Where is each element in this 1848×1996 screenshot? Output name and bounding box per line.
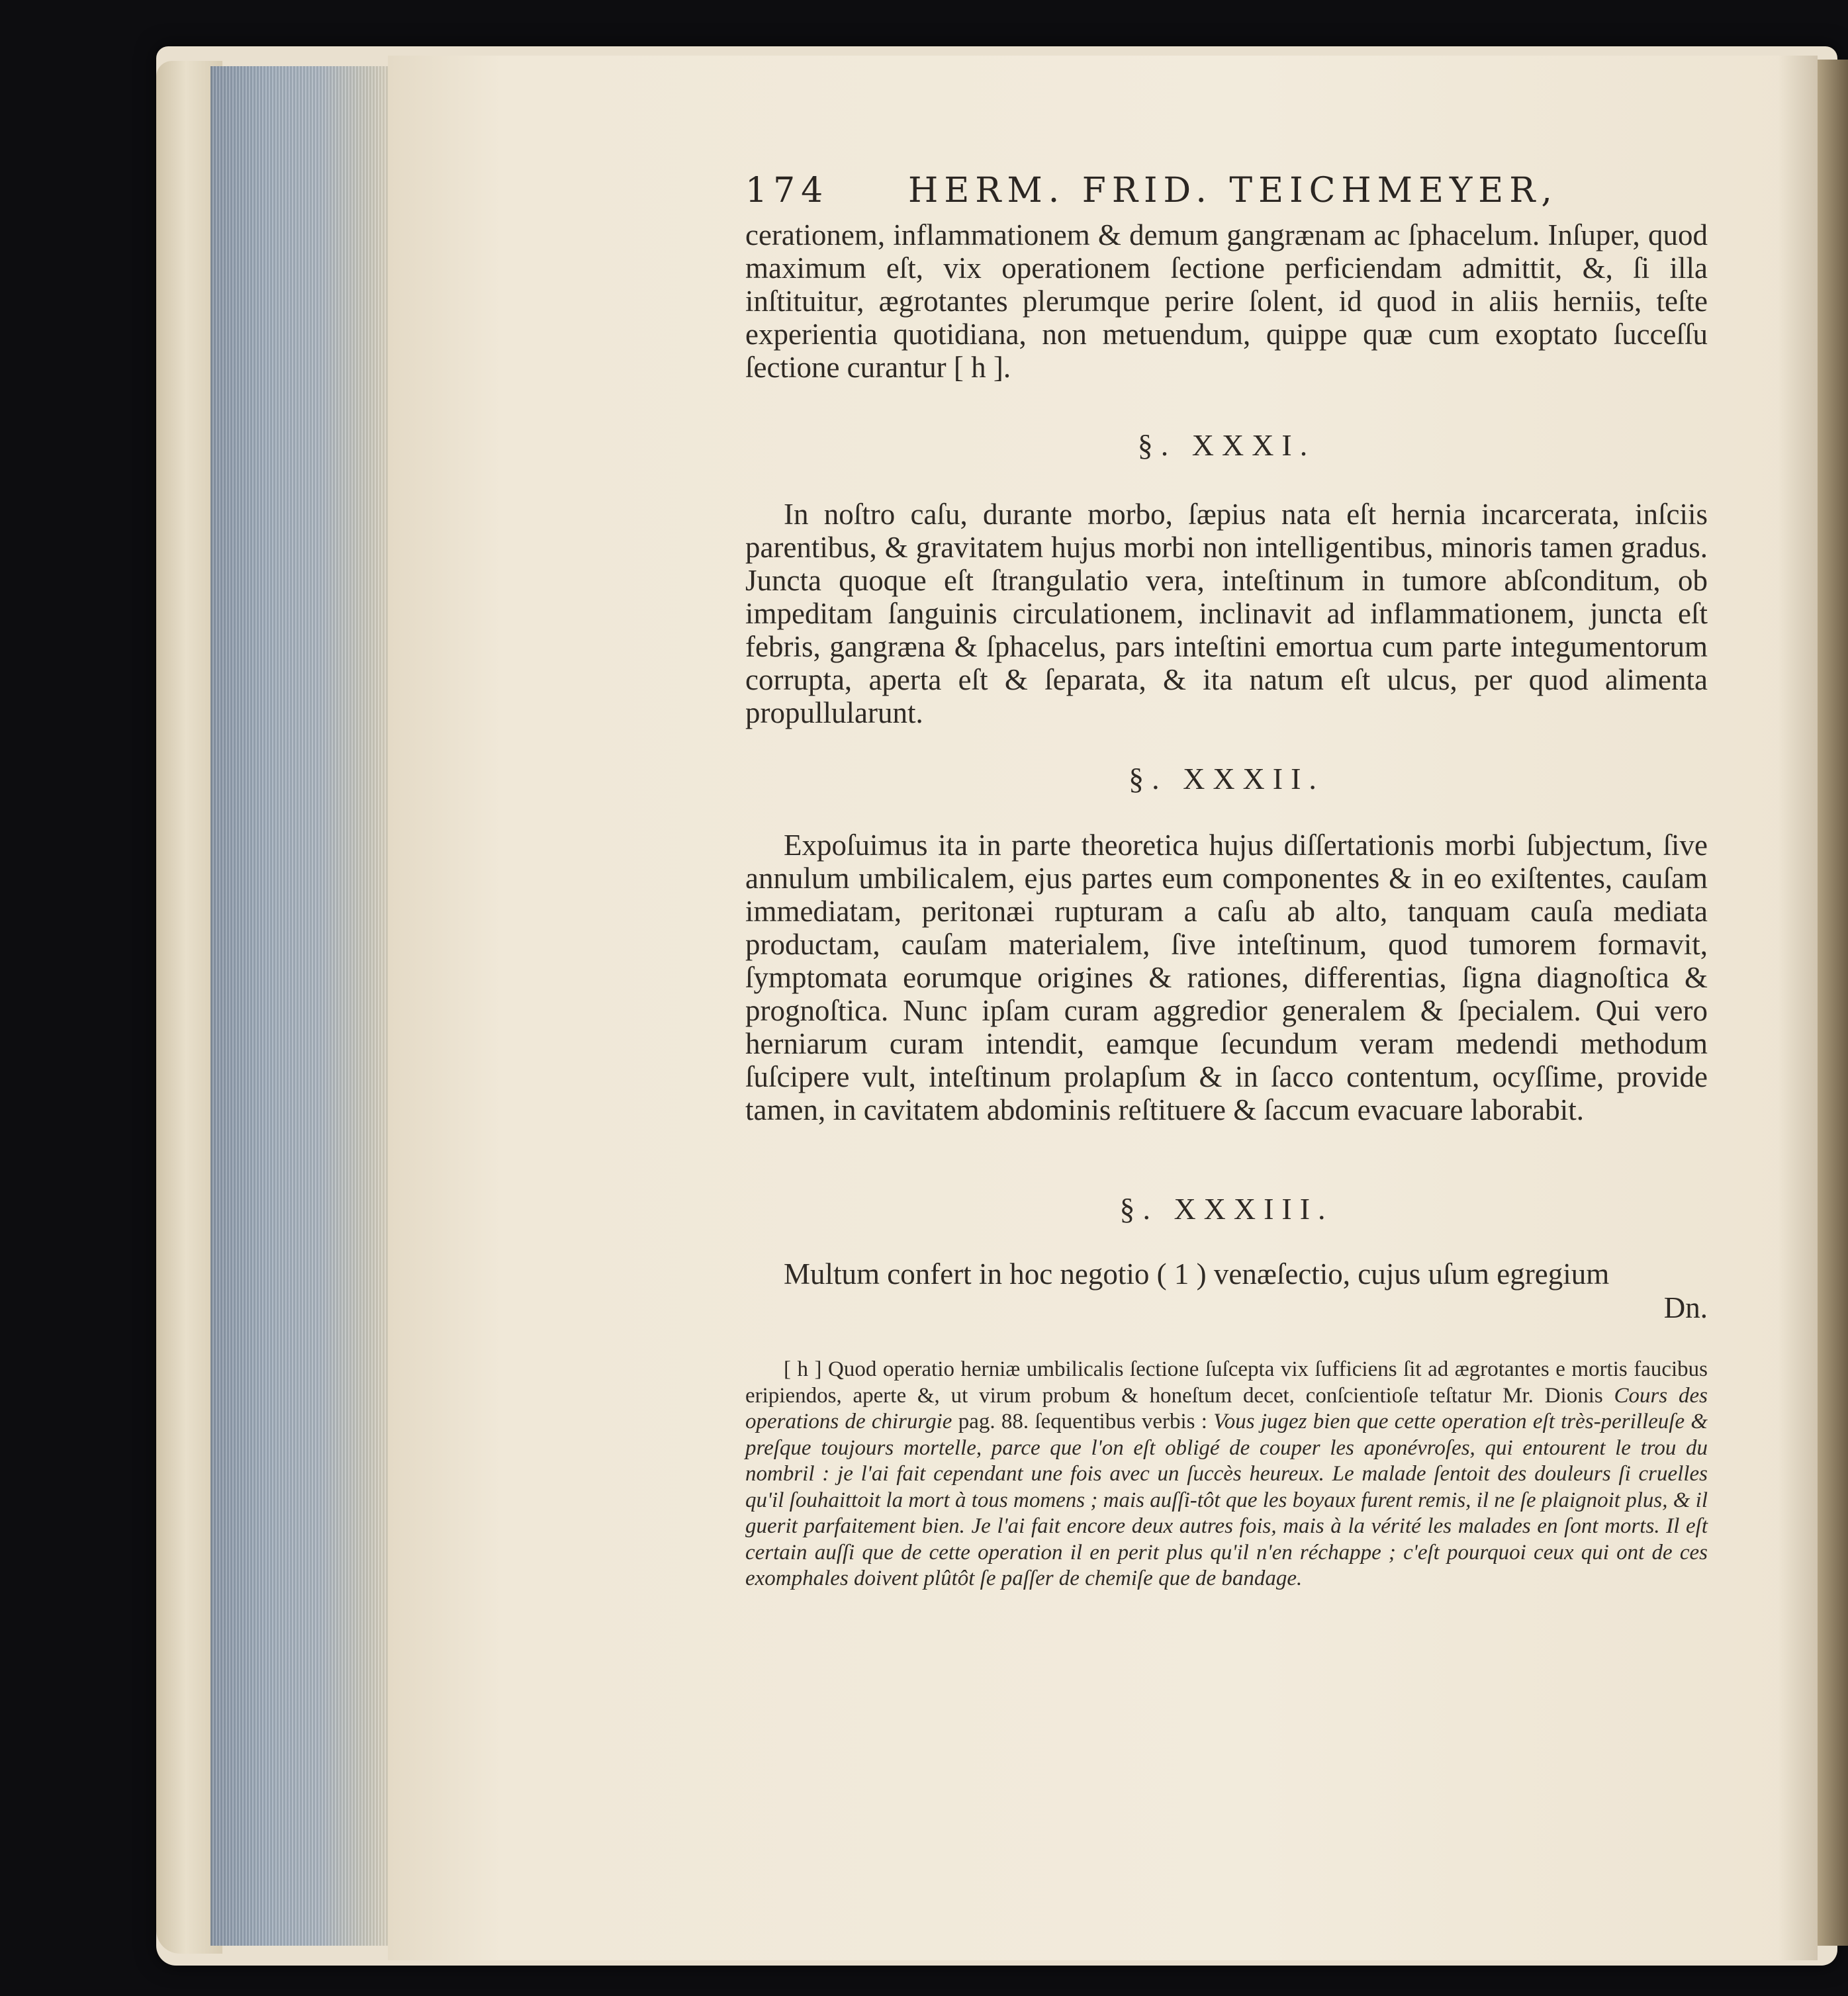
- page-number: 174: [745, 171, 829, 210]
- catchword: Dn.: [1663, 1291, 1708, 1324]
- section-33-text: Multum confert in hoc negotio ( 1 ) venæſectio, cujus uſum egregium: [784, 1257, 1610, 1291]
- footnote-latin: Quod operatio herniæ umbilicalis ſectione ſuſcepta vix ſufficiens ſit ad ægrotantes e mortis faucibus eripiendos, aperte &, ut virum probum & honeſtum decet, conſcientioſe teſtatur Mr. Dionis: [745, 1357, 1708, 1408]
- section-33: [745, 1257, 1708, 1330]
- section-32: [745, 829, 1708, 1126]
- section-31-text: In noſtro caſu, durante morbo, ſæpius nata eſt hernia incarcerata, inſciis parentibus, & gravitatem hujus morbi non intelligentibus, minoris tamen gradus. Juncta quoque eſt ſtrangulatio vera, inteſtinum in tumore abſconditum, ob impeditam ſanguinis circulationem, inclinavit ad inflammationem, juncta eſt febris, gangræna & ſphacelus, pars inteſtini emortua cum parte integumentorum corrupta, aperta eſt & ſeparata, & ita natum eſt ulcus, per quod alimenta propullularunt.: [745, 498, 1708, 729]
- paragraph-continued: [745, 218, 1708, 384]
- section-heading-33: §. XXXIII.: [1119, 1192, 1334, 1226]
- paragraph-continued-text: cerationem, inflammationem & demum gangrænam ac ſphacelum. Inſuper, quod maximum eſt, vix operationem ſectione perficiendam admittit, &, ſi illa inſtituitur, ægrotantes plerumque perire ſolent, id quod in aliis herniis, teſte experientia quotidiana, non metuendum, quippe quæ cum exoptato ſucceſſu ſectione curantur [ h ].: [745, 218, 1708, 384]
- running-title: HERM. FRID. TEICHMEYER,: [908, 171, 1558, 210]
- footnote-book-title: Cours des operations de chirurgie: [745, 1383, 1708, 1433]
- running-head: [745, 171, 1708, 217]
- facing-page-edge: [1814, 60, 1848, 1946]
- page-gutter-shadow: [1778, 56, 1818, 1960]
- footnote: [745, 1357, 1708, 1592]
- section-31: [745, 498, 1708, 729]
- section-32-text: Expoſuimus ita in parte theoretica hujus diſſertationis morbi ſubjectum, ſive annulum umbilicalem, ejus partes eum componentes & in eo exiſtentes, cauſam immediatam, peritonæi rupturam a caſu ab alto, tanquam cauſa mediata productam, cauſam materialem, ſive inteſtinum, quod tumorem formavit, ſymptomata eorumque origines & rationes, differentias, ſigna diagnoſtica & prognoſtica. Nunc ipſam curam aggredior generalem & ſpecialem. Qui vero herniarum curam intendit, eamque ſecundum veram medendi methodum ſuſcipere vult, inteſtinum prolapſum & in ſacco contentum, ocyſſime, provide tamen, in cavitatem abdominis reſtituere & ſaccum evacuare laborabit.: [745, 829, 1708, 1126]
- section-heading-31: §. XXXI.: [1137, 428, 1316, 462]
- section-heading-32: §. XXXII.: [1129, 762, 1324, 795]
- footnote-mark: [ h ]: [784, 1357, 822, 1381]
- footnote-french-quote: Vous jugez bien que cette operation eſt très-perilleuſe & preſque toujours mortelle, parce que l'on eſt obligé de couper les aponévroſes, qui entourent le trou du nombril : je l'ai fait cependant une fois avec un ſuccès heureux. Le malade ſentoit des douleurs ſi cruelles qu'il ſouhaittoit la mort à tous momens ; mais auſſi-tôt que les boyaux furent remis, il ne ſe plaignoit plus, & il guerit parfaitement bien. Je l'ai fait encore deux autres fois, mais à la vérité les malades en ſont morts. Il eſt certain auſſi que de cette operation il en perit plus qu'il n'en réchappe ; c'eſt pourquoi ceux qui ont de ces exomphales doivent plûtôt ſe paſſer de chemiſe que de bandage.: [745, 1410, 1708, 1590]
- footnote-text: [745, 1357, 1708, 1592]
- page-edges-fore-edge: [210, 66, 391, 1946]
- footnote-latin-2: pag. 88. ſequentibus verbis :: [958, 1410, 1207, 1433]
